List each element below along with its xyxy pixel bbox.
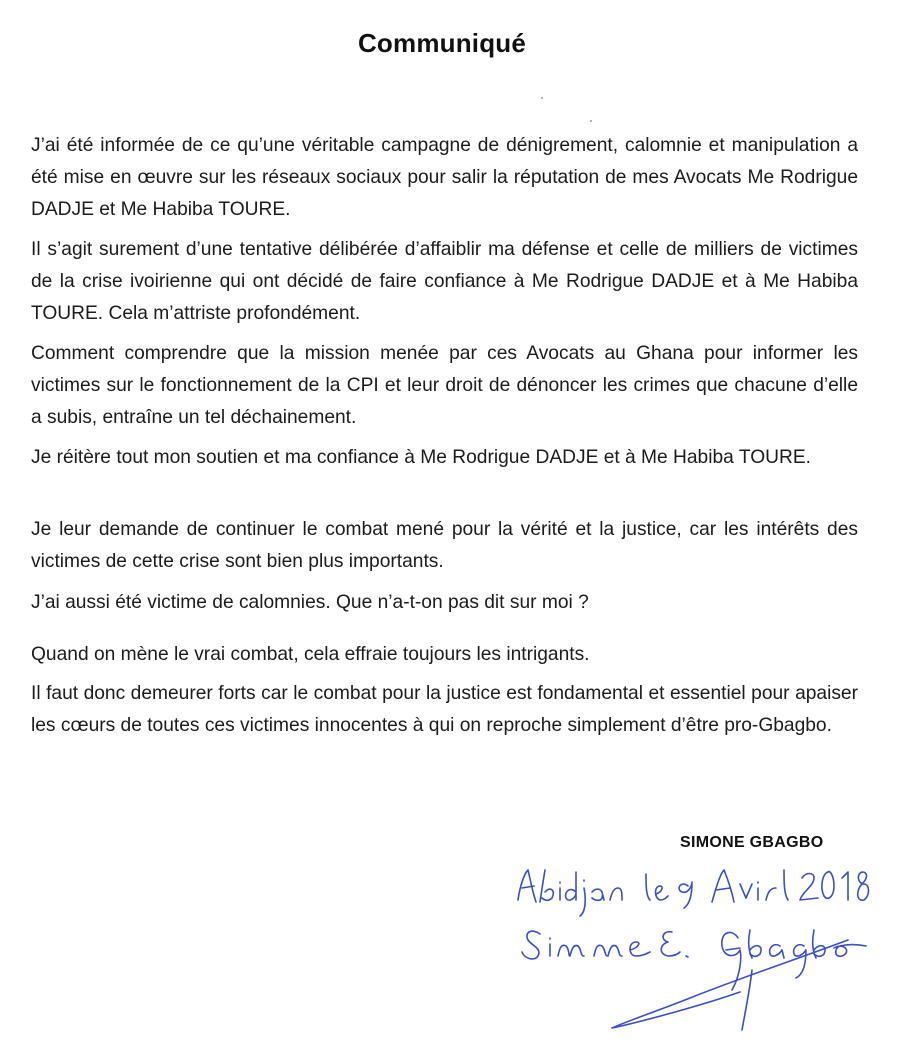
scan-speck	[590, 120, 592, 122]
paragraph-3: Comment comprendre que la mission menée par ces Avocats au Ghana pour informer les victimes sur le fonctionnement de la CPI et leur droit de dénoncer les crimes que chacune d’elle a subis, entraîne un tel déchainement.	[31, 343, 858, 428]
document-title: Communiqué	[357, 28, 527, 58]
scan-speck	[541, 97, 543, 99]
paragraph-8: Il faut donc demeurer forts car le combat pour la justice est fondamental et essentiel pour apaiser les cœurs de toutes ces victimes innocentes à qui on reproche simplement d’être pro-Gbagbo.	[31, 683, 858, 736]
signatory-name: SIMONE GBAGBO	[680, 834, 824, 851]
paragraph-2: Il s’agit surement d’une tentative délibérée d’affaiblir ma défense et celle de milliers de victimes de la crise ivoirienne qui ont décidé de faire confiance à Me Rodrigue DADJE et à Me Habiba TOURE. Cela m’attriste profondément.	[31, 239, 858, 324]
paragraph-1: J’ai été informée de ce qu’une véritable campagne de dénigrement, calomnie et manipulation a été mise en œuvre sur les réseaux sociaux pour salir la réputation de mes Avocats Me Rodrigue DADJE et Me Habiba TOURE.	[31, 135, 858, 220]
handwritten-signature	[500, 858, 900, 1048]
paragraph-5: Je leur demande de continuer le combat mené pour la vérité et la justice, car les intérêts des victimes de cette crise sont bien plus importants.	[31, 519, 858, 572]
paragraph-7: Quand on mène le vrai combat, cela effraie toujours les intrigants.	[31, 644, 590, 665]
paragraph-6: J’ai aussi été victime de calomnies. Que n’a-t-on pas dit sur moi ?	[31, 592, 589, 613]
paragraph-4: Je réitère tout mon soutien et ma confiance à Me Rodrigue DADJE et à Me Habiba TOURE.	[31, 447, 811, 468]
